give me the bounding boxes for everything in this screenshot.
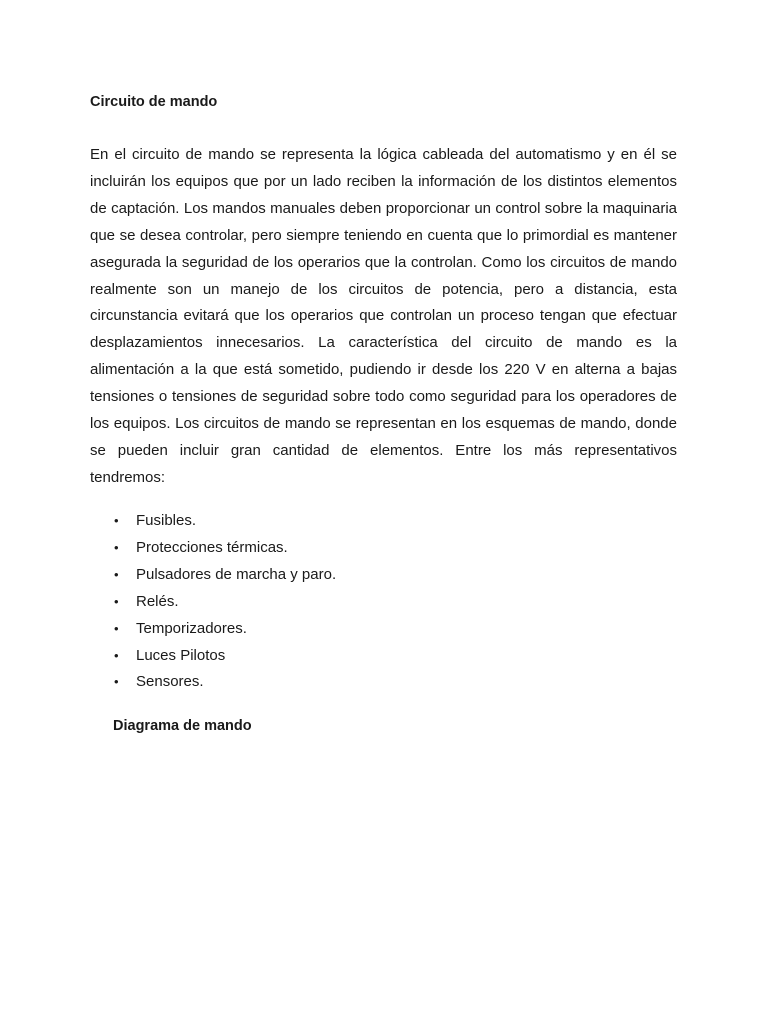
list-item bbox=[90, 589, 336, 616]
bullet-icon: • bbox=[114, 674, 119, 690]
list-item bbox=[90, 508, 336, 535]
list-item bbox=[90, 562, 336, 589]
list-item-text: Sensores. bbox=[136, 673, 204, 691]
list-item-text: Relés. bbox=[136, 592, 179, 610]
bullet-list bbox=[90, 508, 336, 696]
list-item-text: Fusibles. bbox=[136, 512, 197, 529]
bullet-icon: • bbox=[114, 593, 119, 609]
list-item bbox=[90, 616, 336, 643]
list-item-text: Temporizadores. bbox=[136, 619, 247, 637]
list-item bbox=[90, 643, 336, 670]
list-item bbox=[90, 669, 336, 696]
list-item-text: Protecciones térmicas. bbox=[136, 538, 288, 556]
list-item bbox=[90, 535, 336, 562]
section-heading: Circuito de mando bbox=[90, 94, 218, 110]
bullet-icon: • bbox=[114, 513, 119, 528]
bullet-icon: • bbox=[114, 620, 119, 636]
bullet-icon: • bbox=[114, 647, 119, 663]
body-paragraph: En el circuito de mando se representa la lógica cableada del automatismo y en él se incluirán los equipos que por un lado reciben la información de los distintos elementos de captación. Los mandos manuales deben proporcionar un control sobre la maquinaria que se desea controlar, pero siempre teniendo en cuenta que lo primordial es mantener asegurada la seguridad de los operarios que la controlan. Como los circuitos de mando realmente son un manejo de los circuitos de potencia, pero a distancia, esta circunstancia evitará que los operarios que controlan un proceso tengan que efectuar desplazamientos innecesarios. La característica del circuito de mando es la alimentación a la que está sometido, pudiendo ir desde los 220 V en alterna a bajas tensiones o tensiones de seguridad sobre todo como seguridad para los operadores de los equipos. Los circuitos de mando se representan en los esquemas de mando, donde se pueden incluir gran cantidad de elementos. Entre los más representativos tendremos: bbox=[90, 146, 677, 486]
bullet-icon: • bbox=[114, 566, 119, 582]
list-item-text: Luces Pilotos bbox=[136, 646, 226, 664]
bullet-icon: • bbox=[114, 539, 119, 555]
list-item-text: Pulsadores de marcha y paro. bbox=[136, 565, 337, 583]
section-subheading: Diagrama de mando bbox=[113, 718, 252, 734]
